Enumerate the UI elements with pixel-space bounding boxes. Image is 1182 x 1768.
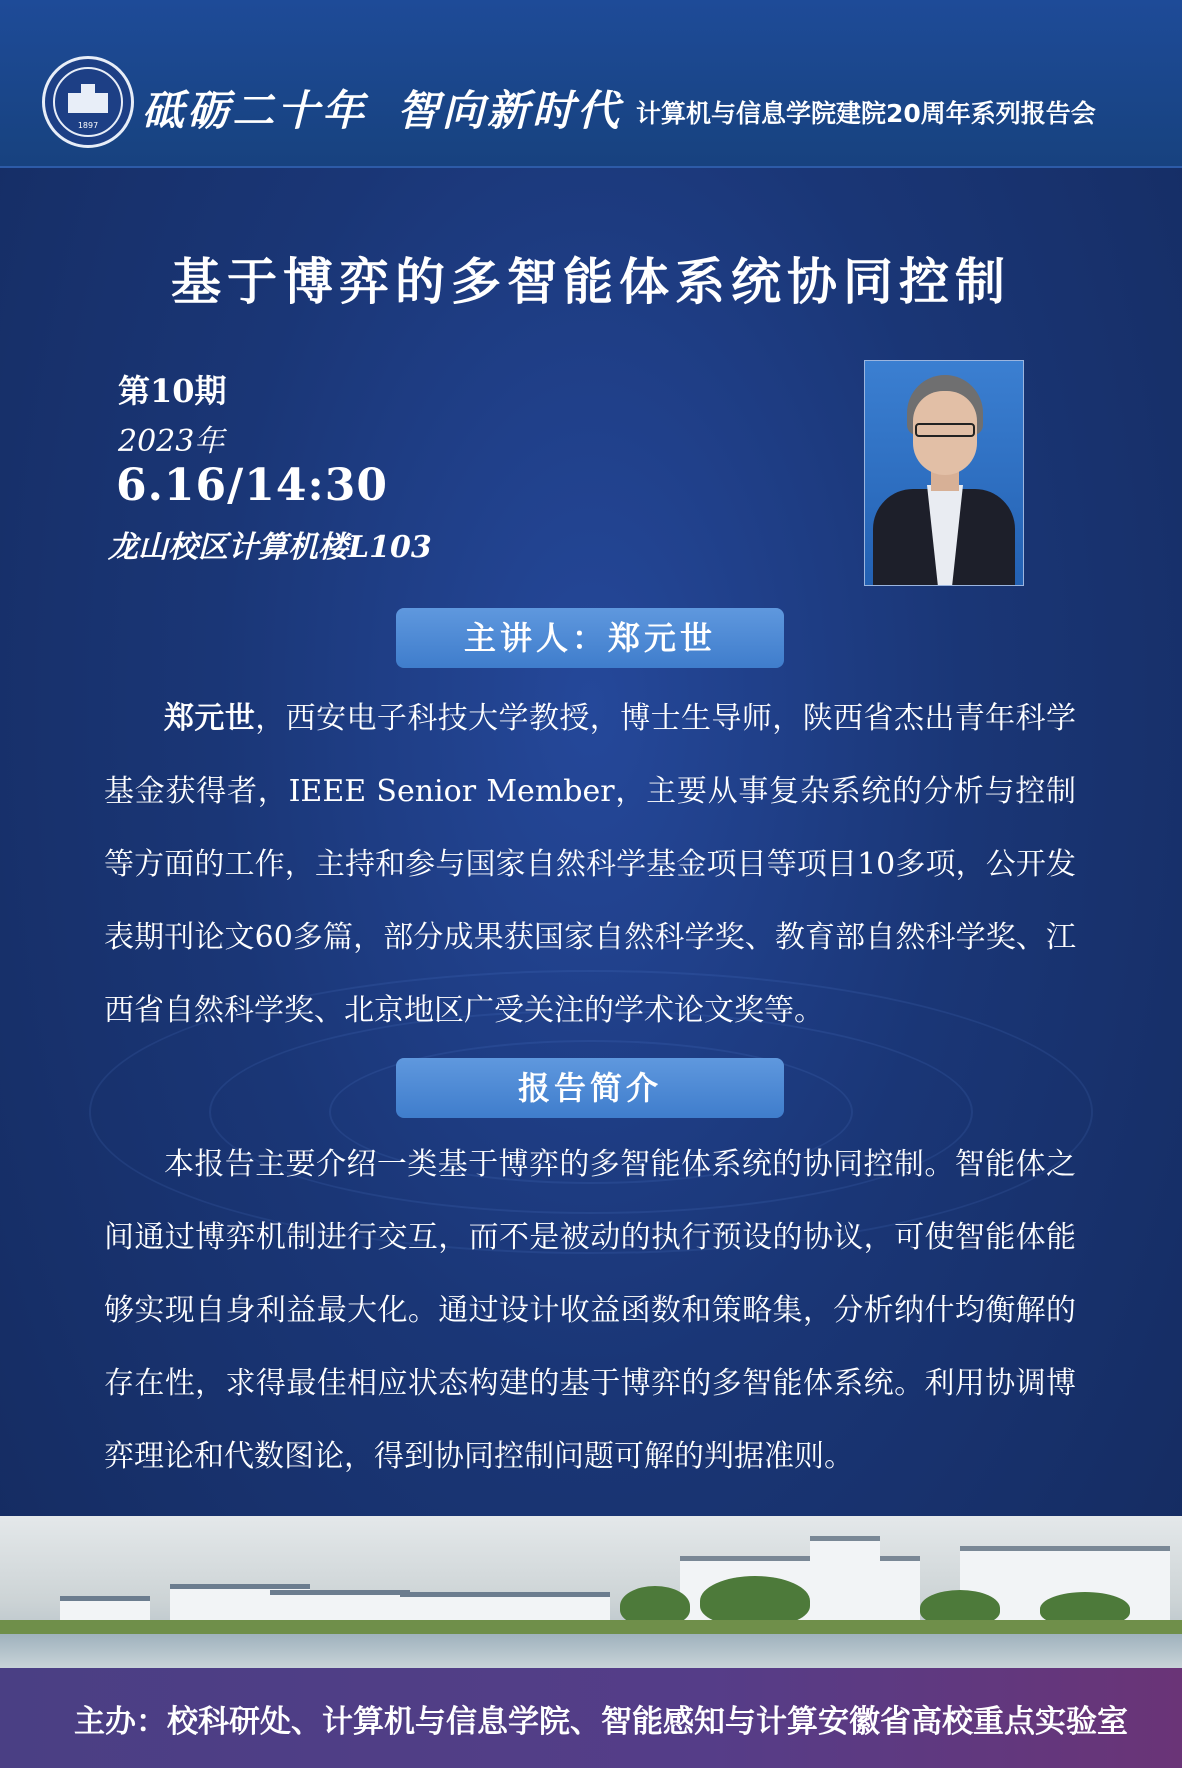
- event-year: 2023年: [118, 424, 225, 459]
- speaker-photo: [864, 360, 1024, 586]
- talk-title: 基于博弈的多智能体系统协同控制: [171, 253, 1011, 311]
- speaker-heading: 主讲人：郑元世: [396, 608, 784, 668]
- event-datetime: 6.16/14:30: [116, 460, 388, 511]
- logo-year: 1897: [77, 121, 99, 130]
- speaker-name: 郑元世: [164, 701, 256, 736]
- campus-photo: [0, 1516, 1182, 1668]
- event-venue: 龙山校区计算机楼L103: [108, 530, 432, 565]
- university-logo: [42, 56, 134, 148]
- header-slogan-2: 智向新时代: [397, 86, 623, 135]
- organizers-text: 主办：校科研处、计算机与信息学院、智能感知与计算安徽省高校重点实验室: [74, 1704, 1128, 1740]
- abstract-heading: 报告简介: [396, 1058, 784, 1118]
- speaker-bio: [104, 682, 1076, 1047]
- speaker-bio-text: ，西安电子科技大学教授，博士生导师，陕西省杰出青年科学基金获得者，IEEE Senior Member，主要从事复杂系统的分析与控制等方面的工作，主持和参与国家自然科学基金项目等项目10多项，公开发表期刊论文60多篇，部分成果获国家自然科学奖、教育部自然科学奖、江西省自然科学奖、北京地区广受关注的学术论文奖等。: [104, 701, 1077, 1028]
- issue-number: 第10期: [118, 372, 227, 410]
- header-banner: [0, 0, 1182, 168]
- footer-organizers: [0, 1668, 1182, 1768]
- abstract-text: 本报告主要介绍一类基于博弈的多智能体系统的协同控制。智能体之间通过博弈机制进行交互，而不是被动的执行预设的协议，可使智能体能够实现自身利益最大化。通过设计收益函数和策略集，分析纳什均衡解的存在性，求得最佳相应状态构建的基于博弈的多智能体系统。利用协调博弈理论和代数图论，得到协同控制问题可解的判据准则。: [104, 1147, 1076, 1474]
- abstract: [104, 1128, 1076, 1493]
- header-series-title: 计算机与信息学院建院20周年系列报告会: [636, 99, 1096, 128]
- header-slogan-1: 砥砺二十年: [142, 86, 368, 135]
